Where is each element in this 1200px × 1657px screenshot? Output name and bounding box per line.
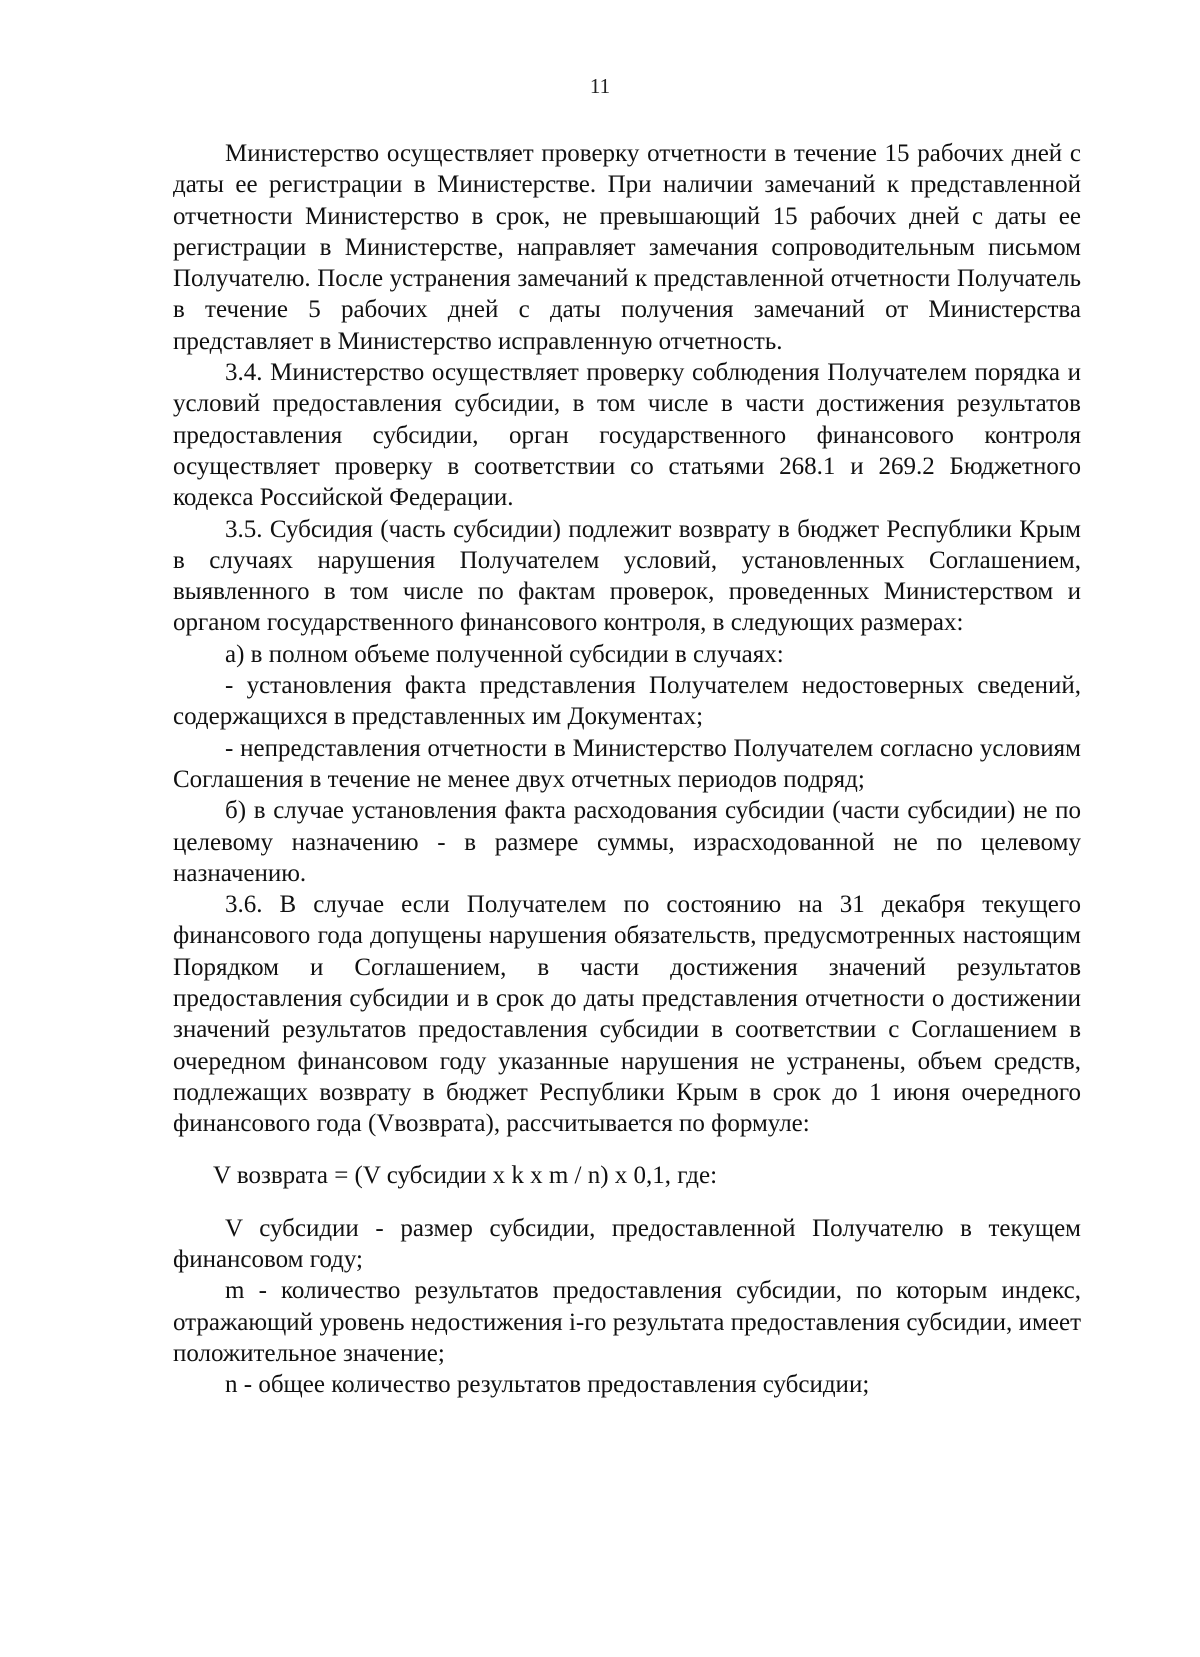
page-number: 11 [589, 74, 611, 98]
definition-v-subsidy: V субсидии - размер субсидии, предоставленной Получателю в текущем финансовом году; [173, 1214, 1081, 1274]
definition-n: n - общее количество результатов предоставления субсидии; [225, 1371, 870, 1399]
item-a: а) в полном объеме полученной субсидии в случаях: [225, 640, 784, 668]
refund-formula: V возврата = (V субсидии x k x m / n) x 0,1, где: [213, 1161, 718, 1189]
paragraph-report-check: Министерство осуществляет проверку отчетности в течение 15 рабочих дней с даты ее регистрации в Министерстве. При наличии замечаний к представленной отчетности Министерство в срок, не превышающий 15 рабочих дней с даты ее регистрации в Министерстве, направляет замечания сопроводительным письмом Получателю. После устранения замечаний к представленной отчетности Получатель в течение 5 рабочих дней с даты получения замечаний от Министерства представляет в Министерство исправленную отчетность. [173, 140, 1081, 355]
paragraph-3-6: 3.6. В случае если Получателем по состоянию на 31 декабря текущего финансового года допущены нарушения обязательств, предусмотренных настоящим Порядком и Соглашением, в части достижения значений результатов предоставления субсидии и в срок до даты представления отчетности о достижении значений результатов предоставления субсидии в соответствии с Соглашением в очередном финансовом году указанные нарушения не устранены, объем средств, подлежащих возврату в бюджет Республики Крым в срок до 1 июня очередного финансового года (Vвозврата), рассчитывается по формуле: [173, 891, 1081, 1138]
paragraph-3-5: 3.5. Субсидия (часть субсидии) подлежит возврату в бюджет Республики Крым в случаях нарушения Получателем условий, установленных Соглашением, выявленного в том числе по фактам проверок, проведенных Министерством и органом государственного финансового контроля, в следующих размерах: [173, 515, 1081, 637]
paragraph-3-4: 3.4. Министерство осуществляет проверку соблюдения Получателем порядка и условий предоставления субсидии, в том числе в части достижения результатов предоставления субсидии, орган государственного финансового контроля осуществляет проверку в соответствии со статьями 268.1 и 269.2 Бюджетного кодекса Российской Федерации. [173, 359, 1081, 512]
item-a-bullet-1: - установления факта представления Получателем недостоверных сведений, содержащихся в представленных им Документах; [173, 672, 1081, 731]
item-a-bullet-2: - непредставления отчетности в Министерство Получателем согласно условиям Соглашения в течение не менее двух отчетных периодов подряд; [173, 734, 1081, 793]
item-b: б) в случае установления факта расходования субсидии (части субсидии) не по целевому назначению - в размере суммы, израсходованной не по целевому назначению. [173, 797, 1081, 887]
definition-m: m - количество результатов предоставления субсидии, по которым индекс, отражающий уровень недостижения i-го результата предоставления субсидии, имеет положительное значение; [173, 1277, 1081, 1367]
document-body [173, 138, 1081, 1401]
